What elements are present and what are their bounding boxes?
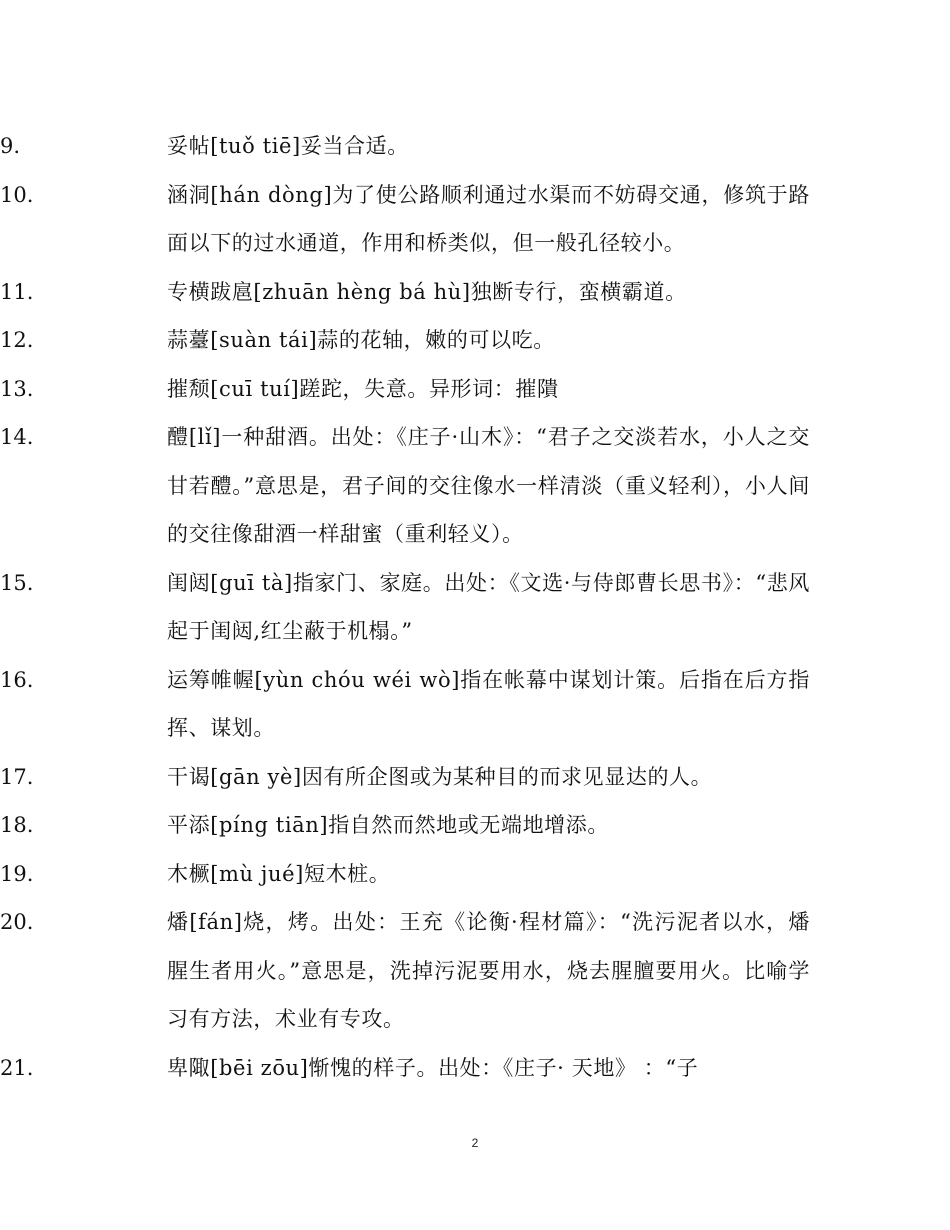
glossary-entry — [0, 268, 810, 317]
entry-text: 闺闼[guī tà]指家门、家庭。出处：《文选·与侍郎曹长思书》：“悲风起于闺闼,红尘蔽于机榻。” — [167, 570, 810, 643]
glossary-entry — [0, 753, 810, 802]
entry-number: 18. — [0, 813, 34, 837]
entry-text: 专横跋扈[zhuān hèng bá hù]独断专行，蛮横霸道。 — [167, 279, 687, 304]
entry-number: 19. — [0, 861, 34, 886]
entry-number: 20. — [0, 910, 34, 934]
entry-text: 运筹帷幄[yùn chóu wéi wò]指在帐幕中谋划计策。后指在后方指挥、谋划。 — [167, 667, 810, 740]
glossary-entry — [0, 559, 810, 656]
glossary-entry — [0, 656, 810, 753]
glossary-entry — [0, 850, 810, 899]
entry-text: 平添[píng tiān]指自然而然地或无端地增添。 — [167, 813, 609, 837]
glossary-entry — [0, 898, 810, 1044]
entry-text: 涵洞[hán dòng]为了使公路顺利通过水渠而不妨碍交通，修筑于路面以下的过水通道，作用和桥类似，但一般孔径较小。 — [167, 182, 810, 255]
entry-number: 21. — [0, 1055, 34, 1080]
glossary-entry — [0, 122, 810, 171]
entry-number: 12. — [0, 328, 34, 352]
entry-text: 干谒[gān yè]因有所企图或为某种目的而求见显达的人。 — [167, 764, 713, 789]
entry-text: 摧颓[cuī tuí]蹉跎，失意。异形词：摧隤 — [167, 376, 559, 401]
glossary-entry — [0, 1044, 810, 1093]
entry-number: 17. — [0, 764, 34, 789]
glossary-entry — [0, 413, 810, 559]
glossary-entry — [0, 171, 810, 268]
entry-number: 16. — [0, 667, 34, 692]
glossary-entry — [0, 316, 810, 365]
entry-number: 13. — [0, 376, 34, 401]
entry-number: 9. — [0, 134, 21, 158]
entry-number: 15. — [0, 570, 34, 595]
entry-text: 木橛[mù jué]短木桩。 — [167, 861, 391, 886]
entry-text: 醴[lǐ]一种甜酒。出处：《庄子·山木》：“君子之交淡若水，小人之交甘若醴。”意思是，君子间的交往像水一样清淡（重义轻利），小人间的交往像甜酒一样甜蜜（重利轻义）。 — [167, 425, 810, 546]
entry-text: 妥帖[tuǒ tiē]妥当合适。 — [167, 134, 409, 158]
entry-text: 蒜薹[suàn tái]蒜的花轴，嫩的可以吃。 — [167, 328, 555, 352]
entry-text: 燔[fán]烧，烤。出处：王充《论衡·程材篇》：“洗污泥者以水，燔腥生者用火。”意思是，洗掉污泥要用水，烧去腥膻要用火。比喻学习有方法，术业有专攻。 — [167, 910, 810, 1031]
entry-number: 10. — [0, 182, 34, 207]
glossary-list — [0, 122, 950, 1092]
glossary-entry — [0, 801, 810, 850]
entry-number: 11. — [0, 279, 34, 304]
entry-number: 14. — [0, 425, 34, 449]
page-number: 2 — [471, 1136, 479, 1150]
glossary-entry — [0, 365, 810, 414]
entry-text: 卑陬[bēi zōu]惭愧的样子。出处：《庄子· 天地》 ：“子 — [167, 1055, 699, 1080]
